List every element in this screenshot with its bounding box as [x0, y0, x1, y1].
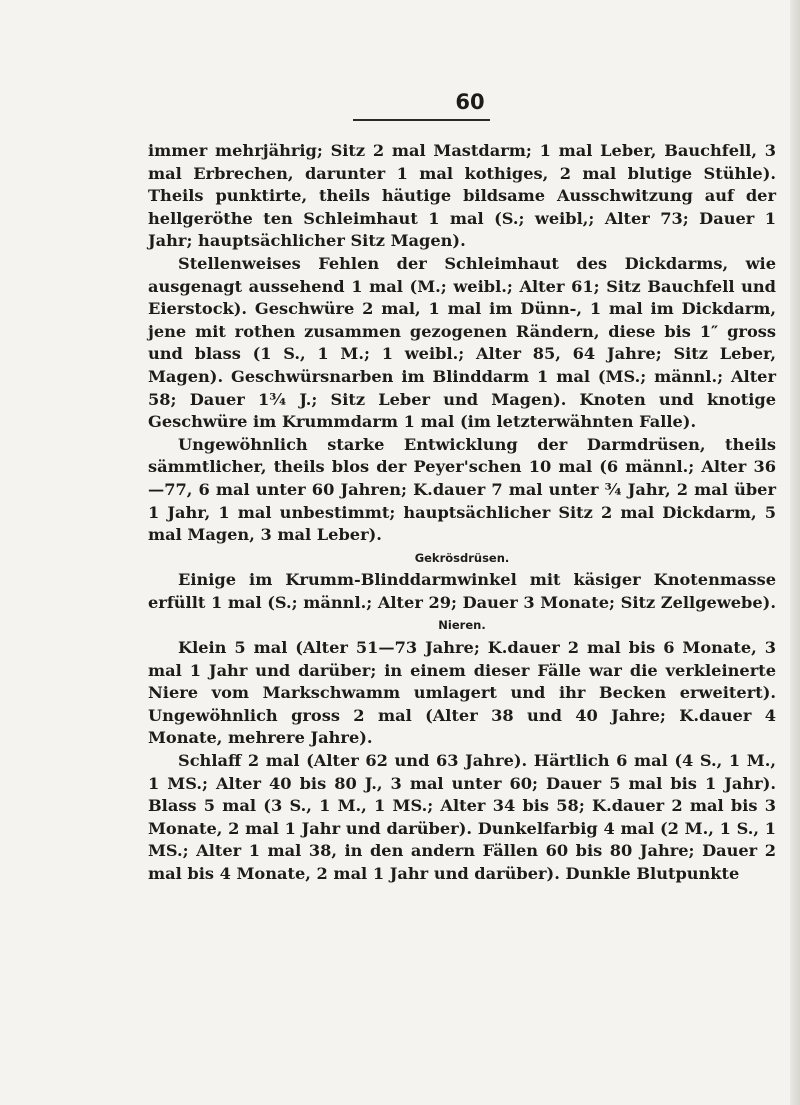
- section-heading-nieren: Nieren.: [438, 618, 486, 633]
- page-header: [0, 92, 800, 113]
- header-rule: [353, 119, 490, 121]
- paragraph-2: Stellenweises Fehlen der Schleimhaut des Dickdarms, wie ausgenagt aussehend 1 mal (M.; weibl.; Alter 61; Sitz Bauchfell und Eierstock). Geschwüre 2 mal, 1 mal im Dünn-, 1 mal im Dickdarm, jene mit rothen zusammen gezogenen Rändern, diese bis 1″ gross und blass (1 S., 1 M.; 1 weibl.; Alter 85, 64 Jahre; Sitz Leber, Magen). Geschwürsnarben im Blinddarm 1 mal (MS.; männl.; Alter 58; Dauer 1¾ J.; Sitz Leber und Magen). Knoten und knotige Geschwüre im Krummdarm 1 mal (im letzterwähnten Falle).: [148, 253, 776, 432]
- body-text: [148, 140, 776, 886]
- paragraph-1: immer mehrjährig; Sitz 2 mal Mastdarm; 1 mal Leber, Bauchfell, 3 mal Erbrechen, darunter 1 mal kothiges, 2 mal blutige Stühle). Theils punktirte, theils häutige bildsame Ausschwitzung auf der hellgeröthe ten Schleimhaut 1 mal (S.; weibl,; Alter 73; Dauer 1 Jahr; hauptsächlicher Sitz Magen).: [148, 141, 776, 251]
- page-number: 60: [455, 90, 485, 114]
- paragraph-3: Ungewöhnlich starke Entwicklung der Darmdrüsen, theils sämmtlicher, theils blos der Peyer'schen 10 mal (6 männl.; Alter 36—77, 6 mal unter 60 Jahren; K.dauer 7 mal unter ¾ Jahr, 2 mal über 1 Jahr, 1 mal unbestimmt; hauptsächlicher Sitz 2 mal Dickdarm, 5 mal Magen, 3 mal Leber).: [148, 434, 776, 545]
- paragraph-4: Einige im Krumm-Blinddarmwinkel mit käsiger Knotenmasse erfüllt 1 mal (S.; männl.; Alter 29; Dauer 3 Monate; Sitz Zellgewebe).: [148, 570, 776, 612]
- paragraph-5: Klein 5 mal (Alter 51—73 Jahre; K.dauer 2 mal bis 6 Monate, 3 mal 1 Jahr und darüber; in einem dieser Fälle war die verkleinerte Niere vom Markschwamm umlagert und ihr Becken erweitert). Ungewöhnlich gross 2 mal (Alter 38 und 40 Jahre; K.dauer 4 Monate, mehrere Jahre).: [148, 638, 776, 748]
- page-edge-shadow: [790, 0, 800, 1105]
- paragraph-6: Schlaff 2 mal (Alter 62 und 63 Jahre). Härtlich 6 mal (4 S., 1 M., 1 MS.; Alter 40 bis 80 J., 3 mal unter 60; Dauer 5 mal bis 1 Jahr). Blass 5 mal (3 S., 1 M., 1 MS.; Alter 34 bis 58; K.dauer 2 mal bis 3 Monate, 2 mal 1 Jahr und darüber). Dunkelfarbig 4 mal (2 M., 1 S., 1 MS.; Alter 1 mal 38, in den andern Fällen 60 bis 80 Jahre; Dauer 2 mal bis 4 Monate, 2 mal 1 Jahr und darüber). Dunkle Blutpunkte: [148, 751, 776, 883]
- section-heading-gekroesdruesen: Gekrösdrüsen.: [414, 550, 510, 565]
